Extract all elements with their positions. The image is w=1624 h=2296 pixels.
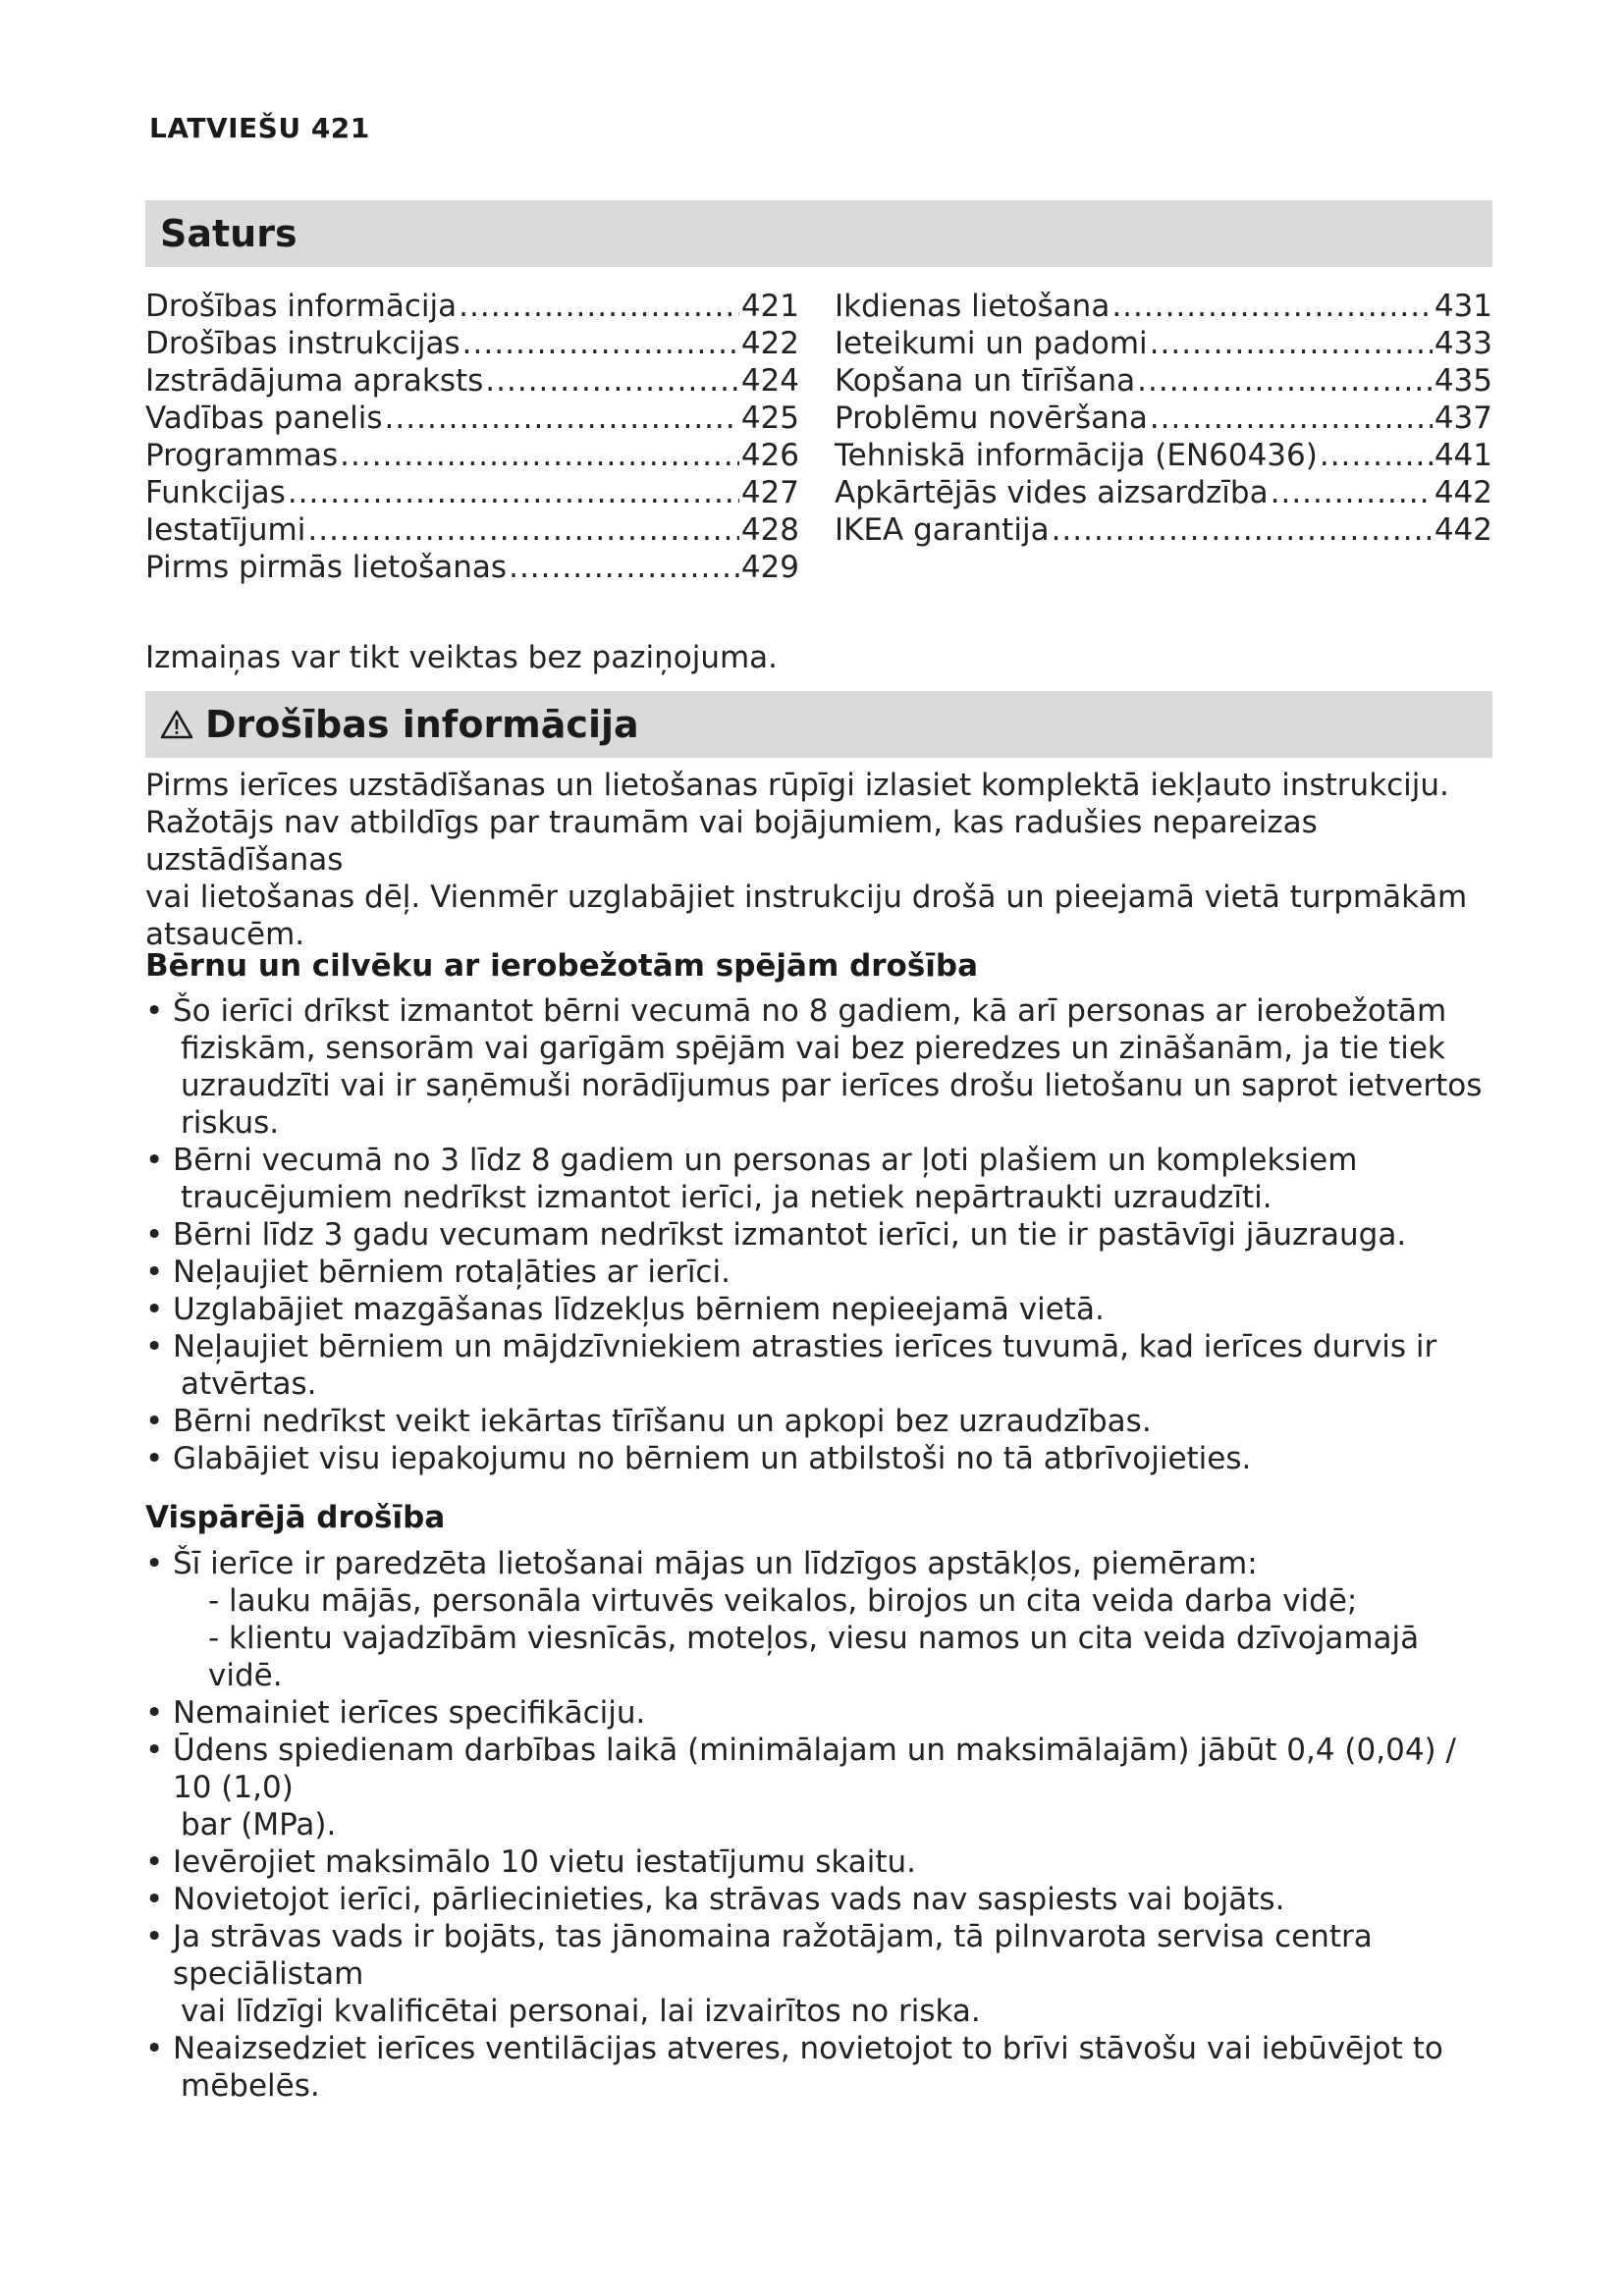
toc-entry-page: 422 [740, 326, 799, 361]
safety-title: Drošības informācija [205, 703, 639, 746]
toc-entry[interactable] [145, 400, 799, 438]
toc-leader-dots [1052, 512, 1433, 548]
list-subitem-text: - lauku mājās, personāla virtuvēs veikalos, birojos un cita veida darba vidē; [208, 1583, 1358, 1619]
toc-entry-label: Vadības panelis [145, 400, 383, 436]
list-item [145, 1328, 1492, 1403]
toc-leader-dots [485, 363, 739, 399]
toc-entry-page: 442 [1434, 512, 1492, 548]
bullet-icon: • [145, 1329, 164, 1364]
page-header [149, 112, 370, 144]
toc-column-left [145, 289, 799, 587]
toc-entry-label: Pirms pirmās lietošanas [145, 550, 508, 585]
toc-entry-page: 431 [1434, 289, 1492, 324]
toc-entry-page: 424 [740, 363, 799, 399]
bullet-icon: • [145, 1217, 164, 1253]
bullet-icon: • [145, 2031, 164, 2066]
list-item-text: Ja strāvas vads ir bojāts, tas jānomaina ražotājam, tā pilnvarota servisa centra speciālistam [173, 1919, 1373, 1992]
toc-leader-dots [1320, 438, 1433, 473]
list-item [145, 1216, 1492, 1254]
list-item [145, 1843, 1492, 1881]
bullet-icon: • [145, 1733, 164, 1768]
toc-leader-dots [459, 289, 739, 324]
toc-entry[interactable] [145, 512, 799, 550]
toc-leader-dots [1111, 289, 1433, 324]
list-item-text: Bērni nedrīkst veikt iekārtas tīrīšanu un apkopi bez uzraudzības. [173, 1404, 1152, 1439]
toc-entry[interactable] [145, 550, 799, 587]
toc-entry[interactable] [835, 326, 1492, 363]
list-item [145, 1254, 1492, 1291]
safety-title-bar [145, 691, 1492, 758]
intro-line: vai lietošanas dēļ. Vienmēr uzglabājiet instrukciju drošā un pieejamā vietā turpmākām [145, 880, 1468, 915]
list-item-text: Neļaujiet bērniem rotaļāties ar ierīci. [173, 1255, 731, 1290]
toc-entry[interactable] [145, 363, 799, 400]
list-item-continuation: uzraudzīti vai ir saņēmuši norādījumus par ierīces drošu lietošanu un saprot ietvertos [181, 1068, 1483, 1103]
toc-column-right [835, 289, 1492, 550]
toc-entry-label: Apkārtējās vides aizsardzība [835, 475, 1269, 510]
list-item-continuation: mēbelēs. [181, 2068, 320, 2104]
list-item [145, 1918, 1492, 2030]
list-item-continuation: bar (MPa). [181, 1807, 337, 1842]
bullet-icon: • [145, 993, 164, 1029]
toc-entry[interactable] [835, 438, 1492, 475]
toc-leader-dots [509, 550, 739, 585]
toc-entry-page: 429 [740, 550, 799, 585]
toc-entry-label: Programmas [145, 438, 339, 473]
list-item-continuation: vai līdzīgi kvalificētai personai, lai izvairītos no riska. [181, 1994, 981, 2029]
list-item-continuation: riskus. [181, 1105, 280, 1141]
list-item [145, 1142, 1492, 1216]
list-item-text: Neaizsedziet ierīces ventilācijas atveres, novietojot to brīvi stāvošu vai iebūvējot to [173, 2031, 1443, 2066]
intro-line: Pirms ierīces uzstādīšanas un lietošanas rūpīgi izlasiet komplektā iekļauto instrukciju. [145, 768, 1449, 803]
toc-entry[interactable] [835, 475, 1492, 512]
toc-entry-label: Drošības instrukcijas [145, 326, 460, 361]
toc-entry-label: Problēmu novēršana [835, 400, 1148, 436]
toc-entry[interactable] [145, 475, 799, 512]
list-item-continuation: traucējumiem nedrīkst izmantot ierīci, ja netiek nepārtraukti uzraudzīti. [181, 1180, 1272, 1215]
toc-title-bar [145, 200, 1492, 267]
list-item-text: Bērni vecumā no 3 līdz 8 gadiem un personas ar ļoti plašiem un kompleksiem [173, 1143, 1358, 1178]
toc-leader-dots [462, 326, 739, 361]
toc-entry-label: Kopšana un tīrīšana [835, 363, 1136, 399]
list-item [145, 1881, 1492, 1918]
list-item-text: Nemainiet ierīces specifikāciju. [173, 1695, 646, 1731]
safety-intro-paragraph [145, 767, 1492, 953]
list-item [145, 2030, 1492, 2105]
toc-leader-dots [1150, 400, 1433, 436]
toc-leader-dots [307, 512, 738, 548]
children-safety-heading: Bērnu un cilvēku ar ierobežotām spējām drošība [145, 948, 979, 984]
toc-entry-page: 427 [740, 475, 799, 510]
list-item [145, 992, 1492, 1142]
header-page-number: 421 [310, 112, 370, 144]
header-language: LATVIEŠU [149, 112, 301, 144]
toc-entry-label: IKEA garantija [835, 512, 1050, 548]
list-subitem-text: - klientu vajadzībām viesnīcās, moteļos, viesu namos un cita veida dzīvojamajā vidē. [208, 1621, 1420, 1693]
toc-entry-label: Izstrādājuma apraksts [145, 363, 484, 399]
bullet-icon: • [145, 1404, 164, 1439]
list-item-text: Novietojot ierīci, pārliecinieties, ka strāvas vads nav saspiests vai bojāts. [173, 1882, 1285, 1917]
children-safety-list [145, 992, 1492, 1477]
bullet-icon: • [145, 1882, 164, 1917]
intro-line: atsaucēm. [145, 917, 305, 952]
general-safety-heading: Vispārējā drošība [145, 1500, 446, 1535]
toc-entry[interactable] [835, 363, 1492, 400]
toc-entry[interactable] [145, 438, 799, 475]
toc-entry[interactable] [835, 512, 1492, 550]
toc-entry-page: 425 [740, 400, 799, 436]
toc-entry[interactable] [145, 326, 799, 363]
toc-entry[interactable] [145, 289, 799, 326]
toc-entry-page: 442 [1434, 475, 1492, 510]
toc-leader-dots [1137, 363, 1433, 399]
toc-entry-label: Funkcijas [145, 475, 286, 510]
toc-entry-label: Ieteikumi un padomi [835, 326, 1148, 361]
list-item [145, 1403, 1492, 1440]
toc-entry-label: Tehniskā informācija (EN60436) [835, 438, 1318, 473]
list-item [145, 1291, 1492, 1328]
toc-entry-page: 428 [740, 512, 799, 548]
bullet-icon: • [145, 1844, 164, 1880]
toc-entry[interactable] [835, 289, 1492, 326]
list-item-continuation: fiziskām, sensorām vai garīgām spējām vai bez pieredzes un zināšanām, ja tie tiek [181, 1031, 1445, 1066]
bullet-icon: • [145, 1441, 164, 1476]
bullet-icon: • [145, 1919, 164, 1954]
list-item-text: Ievērojiet maksimālo 10 vietu iestatījumu skaitu. [173, 1844, 917, 1880]
list-item-text: Glabājiet visu iepakojumu no bērniem un atbilstoši no tā atbrīvojieties. [173, 1441, 1252, 1476]
list-item [145, 1545, 1492, 1694]
list-item-text: Ūdens spiedienam darbības laikā (minimālajam un maksimālajām) jābūt 0,4 (0,04) / 10 (1,0) [173, 1733, 1456, 1805]
toc-entry-label: Ikdienas lietošana [835, 289, 1110, 324]
toc-leader-dots [340, 438, 739, 473]
list-item-text: Šo ierīci drīkst izmantot bērni vecumā no 8 gadiem, kā arī personas ar ierobežotām [173, 993, 1447, 1029]
list-item-text: Neļaujiet bērniem un mājdzīvniekiem atrasties ierīces tuvumā, kad ierīces durvis ir [173, 1329, 1437, 1364]
bullet-icon: • [145, 1143, 164, 1178]
toc-title: Saturs [160, 212, 298, 255]
toc-leader-dots [288, 475, 739, 510]
toc-entry-page: 426 [740, 438, 799, 473]
list-item-continuation: atvērtas. [181, 1366, 317, 1402]
bullet-icon: • [145, 1255, 164, 1290]
list-item [145, 1732, 1492, 1843]
list-item-text: Šī ierīce ir paredzēta lietošanai mājas un līdzīgos apstākļos, piemēram: [173, 1546, 1258, 1581]
toc-entry-page: 441 [1434, 438, 1492, 473]
toc-entry-label: Drošības informācija [145, 289, 458, 324]
bullet-icon: • [145, 1292, 164, 1327]
toc-leader-dots [1271, 475, 1433, 510]
toc-entry-page: 435 [1434, 363, 1492, 399]
list-item-text: Bērni līdz 3 gadu vecumam nedrīkst izmantot ierīci, un tie ir pastāvīgi jāuzrauga. [173, 1217, 1407, 1253]
intro-line: Ražotājs nav atbildīgs par traumām vai bojājumiem, kas radušies nepareizas uzstādīšanas [145, 805, 1318, 878]
change-notice: Izmaiņas var tikt veiktas bez paziņojuma. [145, 640, 779, 675]
toc-entry[interactable] [835, 400, 1492, 438]
toc-entry-page: 437 [1434, 400, 1492, 436]
toc-entry-page: 421 [740, 289, 799, 324]
bullet-icon: • [145, 1546, 164, 1581]
list-item [145, 1440, 1492, 1477]
toc-entry-page: 433 [1434, 326, 1492, 361]
toc-leader-dots [1150, 326, 1433, 361]
list-item-text: Uzglabājiet mazgāšanas līdzekļus bērniem nepieejamā vietā. [173, 1292, 1105, 1327]
toc-entry-label: Iestatījumi [145, 512, 306, 548]
list-item [145, 1694, 1492, 1732]
toc-leader-dots [385, 400, 739, 436]
warning-icon [160, 709, 193, 740]
general-safety-list [145, 1545, 1492, 2105]
bullet-icon: • [145, 1695, 164, 1731]
